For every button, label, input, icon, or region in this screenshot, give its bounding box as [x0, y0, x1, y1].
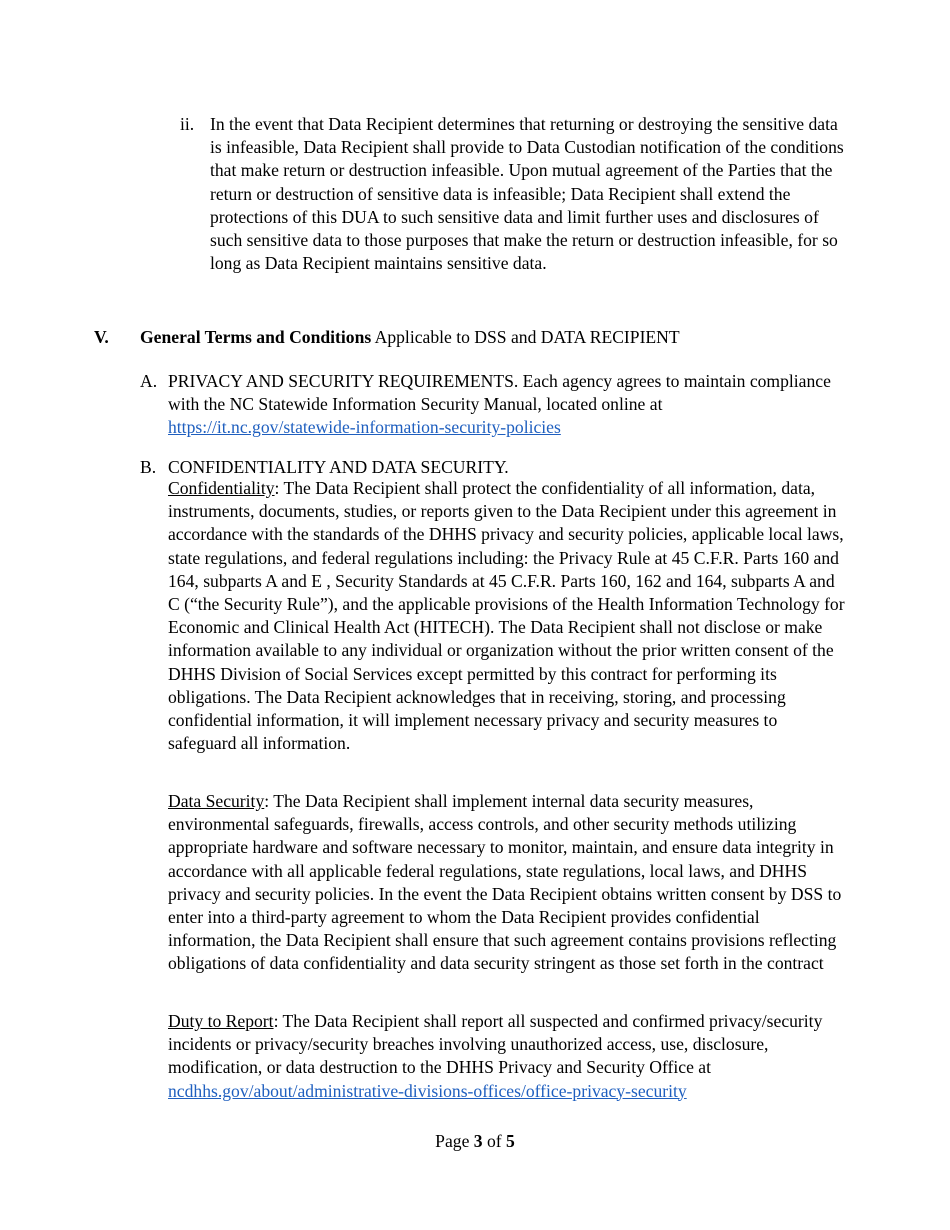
list-item-text: In the event that Data Recipient determines that returning or destroying the sensitive data is infeasible, Data Recipient shall provide to Data Custodian notification of the conditions that make return or destruction infeasible. Upon mutual agreement of the Parties that the return or destruction of sensitive data is infeasible; Data Recipient shall extend the protections of this DUA to such sensitive data and limit further uses and disclosures of such sensitive data to those purposes that make the return or destruction infeasible, for so long as Data Recipient maintains sensitive data. [210, 114, 844, 274]
item-b-letter: B. [140, 457, 157, 477]
confidentiality-paragraph [168, 477, 848, 755]
section-title-rest: Applicable to DSS and DATA RECIPIENT [371, 327, 680, 347]
section-title [140, 326, 840, 349]
duty-to-report-paragraph [168, 1010, 848, 1103]
data-security-text: : The Data Recipient shall implement internal data security measures, environmental safeguards, firewalls, access controls, and other security methods utilizing appropriate hardware and software necessary to monitor, maintain, and ensure data integrity in accordance with all applicable federal regulations, state regulations, local laws, and DHHS privacy and security policies. In the event the Data Recipient obtains written consent by DSS to enter into a third-party agreement to whom the Data Recipient provides confidential information, the Data Recipient shall ensure that such agreement contains provisions reflecting obligations of data confidentiality and data security stringent as those set forth in the contract [168, 791, 842, 974]
footer-prefix: Page [435, 1131, 474, 1151]
section-title-bold: General Terms and Conditions [140, 327, 372, 347]
duty-to-report-text: : The Data Recipient shall report all suspected and confirmed privacy/security incidents or privacy/security breaches involving unauthorized access, use, disclosure, modification, or data destruction to the DHHS Privacy and Security Office at [168, 1011, 823, 1078]
confidentiality-label: Confidentiality [168, 478, 275, 498]
current-page-number: 3 [473, 1131, 483, 1151]
item-a [168, 370, 848, 440]
list-marker: ii. [180, 114, 195, 134]
privacy-security-office-link[interactable]: ncdhhs.gov/about/administrative-divisions-offices/office-privacy-security [168, 1080, 687, 1101]
item-a-letter: A. [140, 371, 158, 391]
data-security-label: Data Security [168, 791, 265, 811]
confidentiality-text: : The Data Recipient shall protect the confidentiality of all information, data, instruments, documents, studies, or reports given to the Data Recipient under this agreement in accordance with the standards of the DHHS privacy and security policies, applicable local laws, state regulations, and federal regulations including: the Privacy Rule at 45 C.F.R. Parts 160 and 164, subparts A and E , Security Standards at 45 C.F.R. Parts 160, 162 and 164, subparts A and C (“the Security Rule”), and the applicable provisions of the Health Information Technology for Economic and Clinical Health Act (HITECH). The Data Recipient shall not disclose or make information available to any individual or organization without the prior written consent of the DHHS Division of Social Services except permitted by this contract for performing its obligations. The Data Recipient acknowledges that in receiving, storing, and processing confidential information, it will implement necessary privacy and security measures to safeguard all information. [168, 478, 845, 754]
item-b-heading: CONFIDENTIALITY AND DATA SECURITY. [168, 457, 509, 477]
duty-to-report-label: Duty to Report [168, 1011, 274, 1031]
security-policies-link[interactable]: https://it.nc.gov/statewide-information-security-policies [168, 417, 561, 438]
total-page-count: 5 [506, 1131, 515, 1151]
page-footer [0, 1130, 950, 1153]
footer-middle: of [482, 1131, 507, 1151]
item-a-text: PRIVACY AND SECURITY REQUIREMENTS. Each agency agrees to maintain compliance with the NC Statewide Information Security Manual, located online at [168, 371, 831, 415]
data-security-paragraph [168, 790, 848, 976]
section-number: V. [94, 327, 109, 347]
